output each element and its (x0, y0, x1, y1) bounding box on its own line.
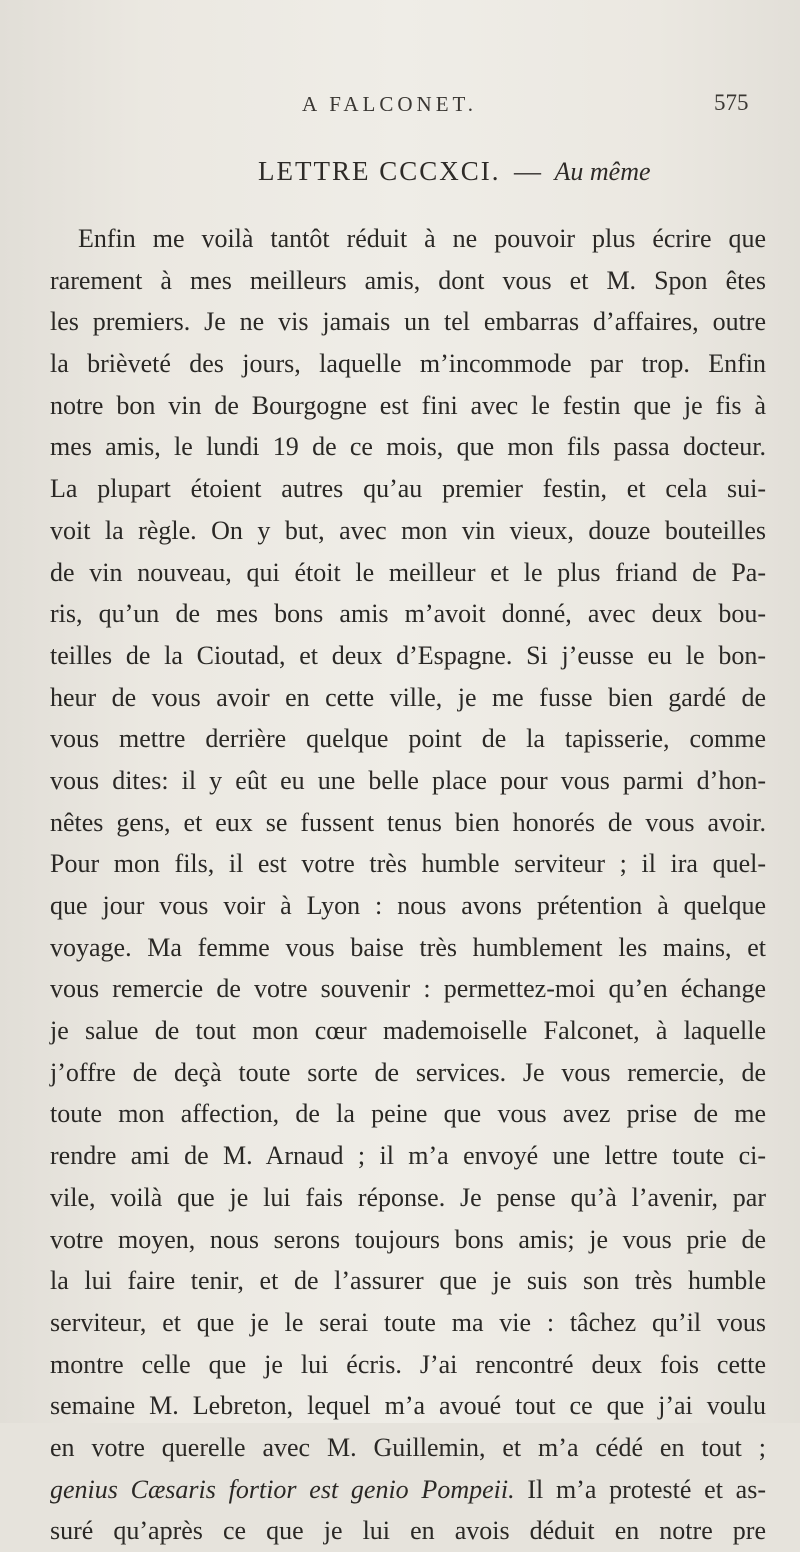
body-line: la lui faire tenir, et de l’assurer que je suis son très humble (50, 1266, 766, 1296)
body-line: nêtes gens, et eux se fussent tenus bien honorés de vous avoir. (50, 807, 766, 837)
body-line: rendre ami de M. Arnaud ; il m’a envoyé une lettre toute ci- (50, 1141, 766, 1171)
body-line: de vin nouveau, qui étoit le meilleur et le plus friand de Pa- (50, 557, 766, 587)
letter-number: LETTRE CCCXCI. (258, 156, 501, 186)
body-line: vous dites: il y eût eu une belle place pour vous parmi d’hon- (50, 765, 766, 795)
body-line: montre celle que je lui écris. J’ai rencontré deux fois cette (50, 1349, 766, 1379)
body-line-latin-quote (50, 1469, 766, 1511)
heading-separator: — (514, 156, 541, 186)
body-line-last: suré qu’après ce que je lui en avois déduit en notre pre (50, 1516, 766, 1546)
body-line: ris, qu’un de mes bons amis m’avoit donné, avec deux bou- (50, 599, 766, 629)
latin-quote-continuation: Il m’a protesté et as- (514, 1474, 767, 1504)
body-line: rarement à mes meilleurs amis, dont vous et M. Spon êtes (50, 265, 766, 295)
body-line: les premiers. Je ne vis jamais un tel embarras d’affaires, outre (50, 307, 766, 337)
latin-quote: genius Cæsaris fortior est genio Pompeii. (50, 1474, 515, 1504)
body-line: je salue de tout mon cœur mademoiselle Falconet, à laquelle (50, 1016, 766, 1046)
letter-addressee: Au même (554, 157, 651, 186)
body-line: La plupart étoient autres qu’au premier festin, et cela sui- (50, 474, 766, 504)
running-head (0, 92, 800, 132)
body-line: en votre querelle avec M. Guillemin, et m’a cédé en tout ; (50, 1432, 766, 1462)
body-line: j’offre de deçà toute sorte de services. Je vous remercie, de (50, 1057, 766, 1087)
body-line: heur de vous avoir en cette ville, je me fusse bien gardé de (50, 682, 766, 712)
body-line: Pour mon fils, il est votre très humble serviteur ; il ira quel- (50, 849, 766, 879)
body-line: voit la règle. On y but, avec mon vin vieux, douze bouteilles (50, 515, 766, 545)
page-number: 575 (714, 90, 749, 115)
letter-body (50, 218, 766, 1552)
body-line: votre moyen, nous serons toujours bons amis; je vous prie de (50, 1224, 766, 1254)
body-line: toute mon affection, de la peine que vous avez prise de me (50, 1099, 766, 1129)
body-line: notre bon vin de Bourgogne est fini avec le festin que je fis à (50, 390, 766, 420)
body-line: mes amis, le lundi 19 de ce mois, que mon fils passa docteur. (50, 432, 766, 462)
body-line: serviteur, et que je le serai toute ma vie : tâchez qu’il vous (50, 1307, 766, 1337)
body-line: vous remercie de votre souvenir : permettez-moi qu’en échange (50, 974, 766, 1004)
body-line: voyage. Ma femme vous baise très humblement les mains, et (50, 932, 766, 962)
body-line: vile, voilà que je lui fais réponse. Je pense qu’à l’avenir, par (50, 1182, 766, 1212)
body-line: semaine M. Lebreton, lequel m’a avoué tout ce que j’ai voulu (50, 1391, 766, 1421)
body-line: que jour vous voir à Lyon : nous avons prétention à quelque (50, 891, 766, 920)
body-line: vous mettre derrière quelque point de la tapisserie, comme (50, 724, 766, 754)
letter-heading (258, 156, 651, 187)
body-line: la brièveté des jours, laquelle m’incommode par trop. Enfin (50, 349, 766, 379)
running-title: A FALCONET. (302, 92, 478, 116)
body-line: Enfin me voilà tantôt réduit à ne pouvoir plus écrire que (78, 224, 766, 253)
body-line: teilles de la Cioutad, et deux d’Espagne. Si j’eusse eu le bon- (50, 640, 766, 670)
